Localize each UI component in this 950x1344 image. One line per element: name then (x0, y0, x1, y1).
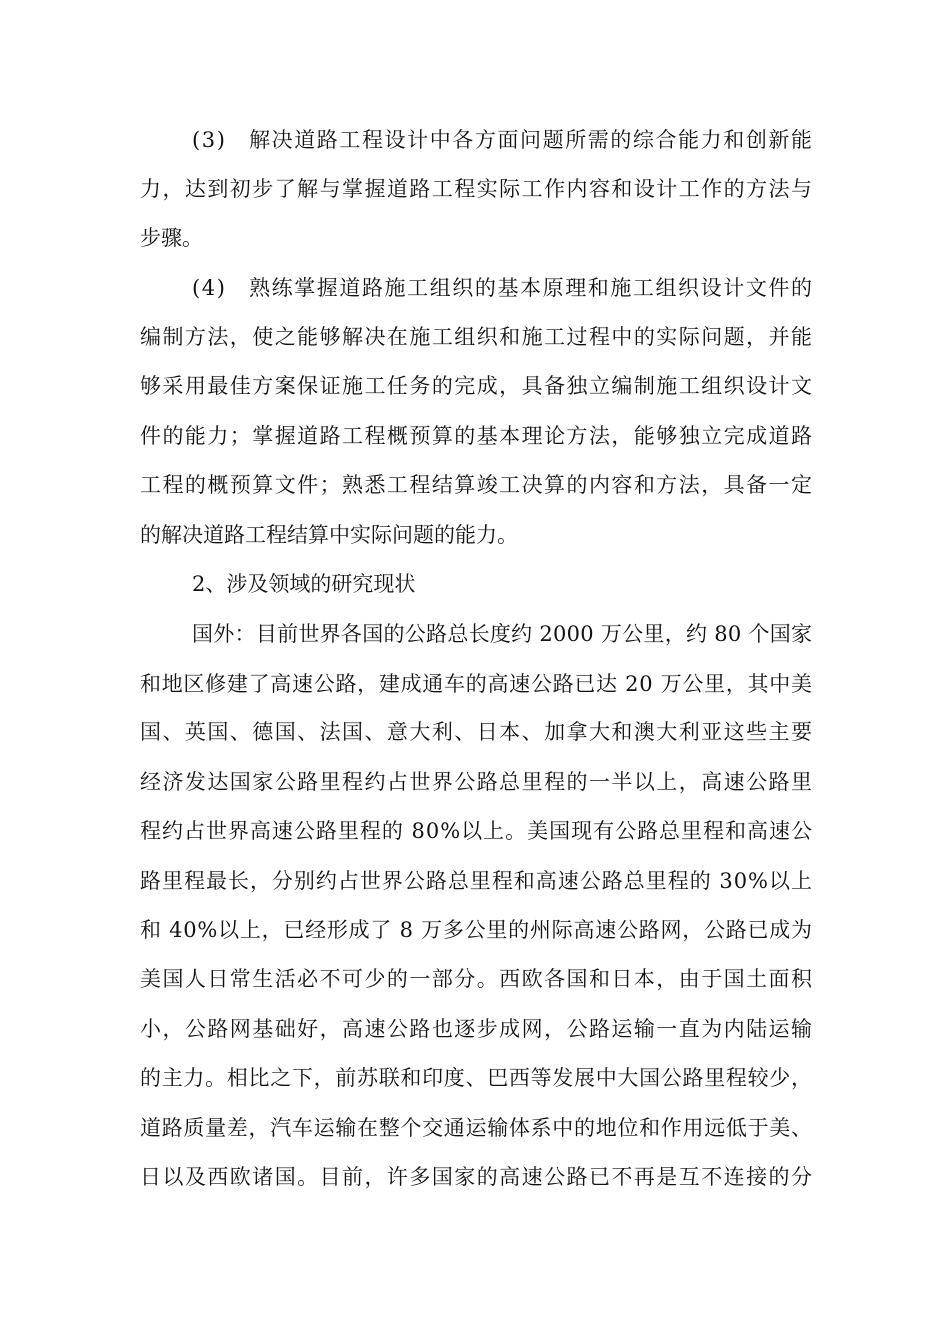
line-text: 国外：目前世界各国的公路总长度约 2000 万公里，约 80 个国家 (192, 622, 813, 646)
text-line (0, 762, 950, 802)
line-text: 够采用最佳方案保证施工任务的完成，具备独立编制施工组织设计文 (140, 374, 814, 398)
line-text: 路里程最长，分别约占世界公路总里程和高速公路总里程的 30%以上 (140, 869, 813, 893)
line-text: 道路质量差，汽车运输在整个交通运输体系中的地位和作用远低于美、 (140, 1116, 813, 1140)
text-line (0, 811, 950, 851)
line-text: 和地区修建了高速公路，建成通车的高速公路已达 20 万公里，其中美 (140, 672, 813, 696)
line-text: 工程的概预算文件；熟悉工程结算竣工决算的内容和方法，具备一定 (140, 473, 814, 497)
line-text: 日以及西欧诸国。目前，许多国家的高速公路已不再是互不连接的分 (140, 1165, 814, 1189)
text-line (0, 614, 950, 654)
text-line (0, 1009, 950, 1049)
text-line (0, 910, 950, 950)
text-line (0, 465, 950, 505)
line-text: (4) 熟练掌握道路施工组织的基本原理和施工组织设计文件的 (192, 276, 814, 300)
line-text: (3) 解决道路工程设计中各方面问题所需的综合能力和创新能 (192, 128, 814, 152)
line-text: 程约占世界高速公路里程的 80%以上。美国现有公路总里程和高速公 (140, 819, 813, 843)
line-text: 的主力。相比之下，前苏联和印度、巴西等发展中大国公路里程较少， (140, 1066, 813, 1090)
text-line (0, 1058, 950, 1098)
line-text: 力，达到初步了解与掌握道路工程实际工作内容和设计工作的方法与 (140, 177, 814, 201)
text-line (0, 515, 950, 555)
line-text: 美国人日常生活必不可少的一部分。西欧各国和日本，由于国土面积 (140, 967, 814, 991)
text-line (0, 218, 950, 258)
line-text: 编制方法，使之能够解决在施工组织和施工过程中的实际问题，并能 (140, 325, 814, 349)
text-line (0, 416, 950, 456)
text-line (0, 169, 950, 209)
line-text: 的解决道路工程结算中实际问题的能力。 (140, 523, 518, 547)
line-text: 和 40%以上，已经形成了 8 万多公里的州际高速公路网，公路已成为 (140, 918, 813, 942)
text-line (0, 712, 950, 752)
text-line (0, 664, 950, 704)
text-line (0, 959, 950, 999)
text-line (0, 268, 950, 308)
text-line (0, 861, 950, 901)
text-line (0, 120, 950, 160)
text-line (0, 1157, 950, 1197)
line-text: 步骤。 (140, 226, 203, 250)
line-text: 2、涉及领域的研究现状 (192, 572, 416, 596)
line-text: 经济发达国家公路里程约占世界公路总里程的一半以上，高速公路里 (140, 770, 814, 794)
text-line (0, 317, 950, 357)
text-line (0, 1108, 950, 1148)
section-heading (0, 564, 950, 604)
line-text: 件的能力；掌握道路工程概预算的基本理论方法，能够独立完成道路 (140, 424, 814, 448)
line-text: 国、英国、德国、法国、意大利、日本、加拿大和澳大利亚这些主要 (140, 720, 814, 744)
text-line (0, 366, 950, 406)
line-text: 小，公路网基础好，高速公路也逐步成网，公路运输一直为内陆运输 (140, 1017, 814, 1041)
